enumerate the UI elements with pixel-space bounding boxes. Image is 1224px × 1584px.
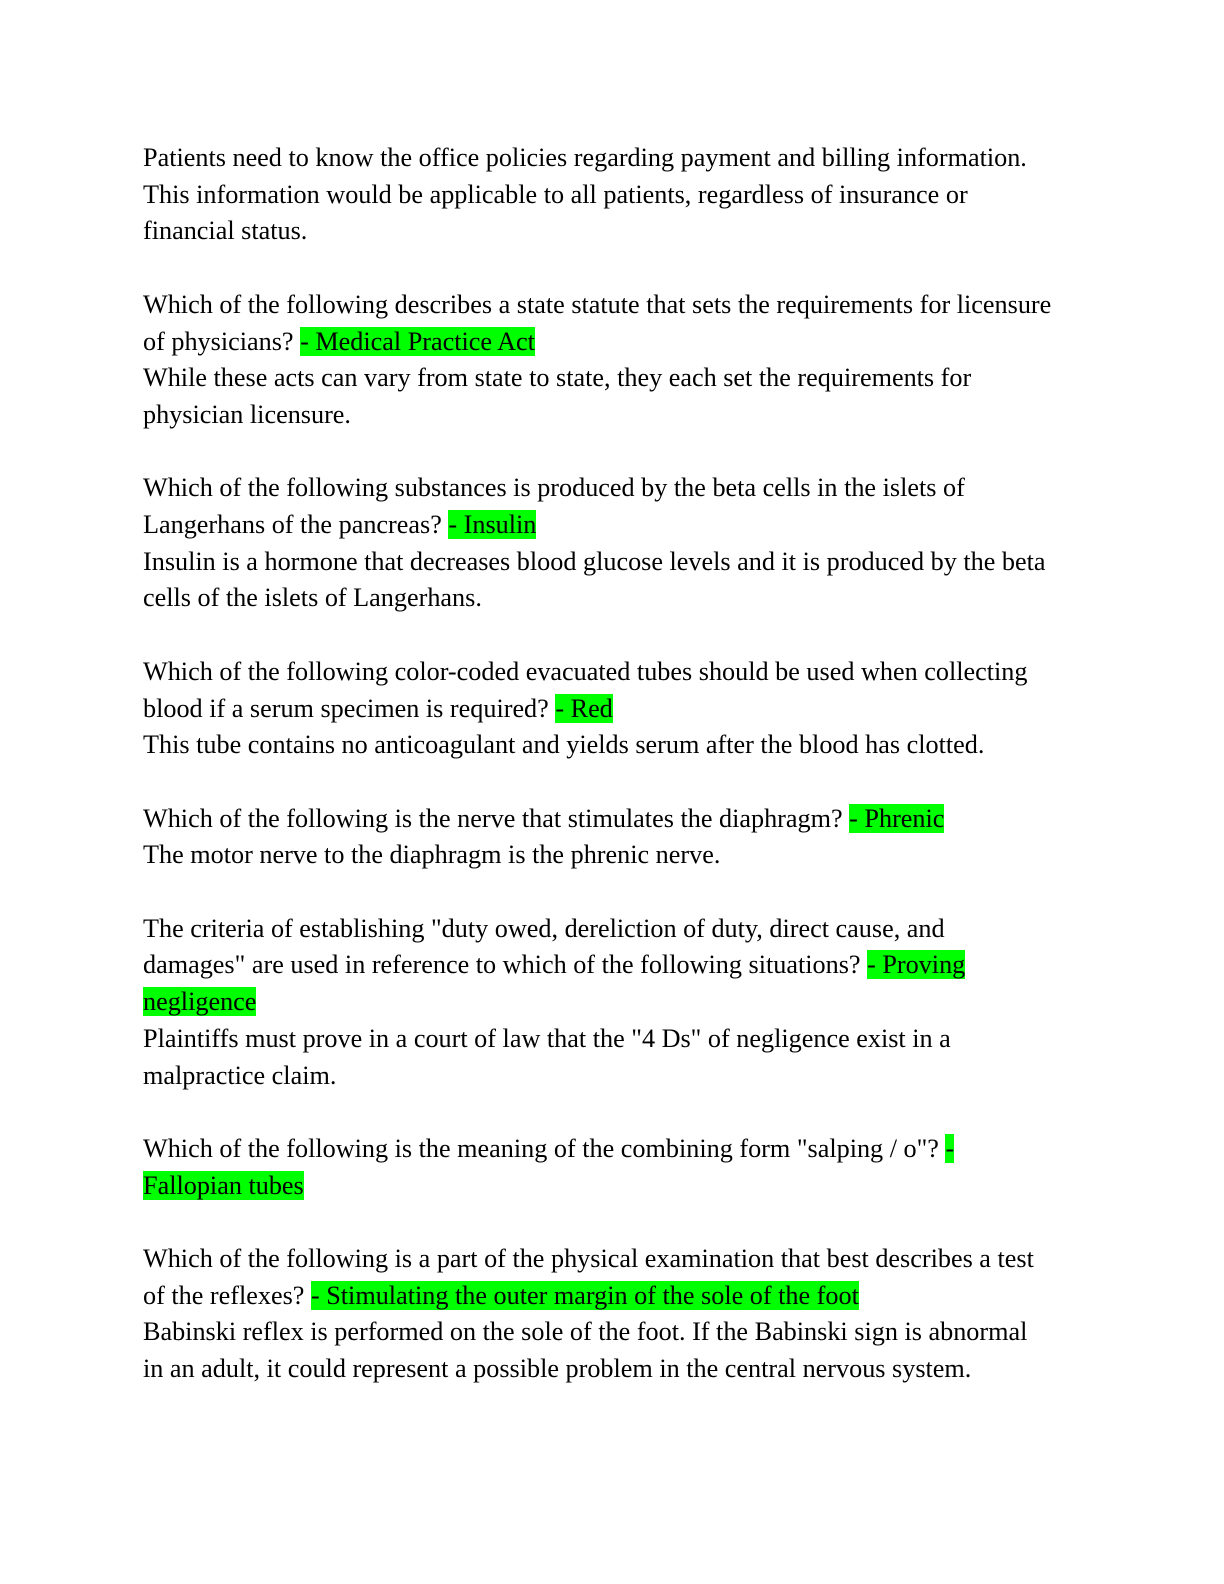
- answer-highlight: - Red: [555, 693, 613, 723]
- explanation-text: The motor nerve to the diaphragm is the phrenic nerve.: [143, 840, 721, 870]
- question: Which of the following substances is produced by the beta cells in the islets of Langerhans of the pancreas?: [143, 473, 965, 539]
- explanation-text: Insulin is a hormone that decreases blood glucose levels and it is produced by the beta cells of the islets of Langerhans.: [143, 546, 1046, 613]
- question: The criteria of establishing "duty owed, dereliction of duty, direct cause, and damages" are used in reference to which of the following situations?: [143, 913, 945, 980]
- question: Which of the following is the nerve that stimulates the diaphragm?: [143, 803, 850, 833]
- qa-item: [143, 287, 1053, 434]
- document-page: [143, 140, 1053, 1424]
- qa-item: [143, 470, 1053, 617]
- answer-highlight: - Stimulating the outer margin of the sole of the foot: [310, 1280, 859, 1310]
- answer-highlight: - Phrenic: [849, 803, 945, 833]
- explanation-text: Plaintiffs must prove in a court of law that the "4 Ds" of negligence exist in a malpractice claim.: [143, 1023, 951, 1090]
- intro-text: Patients need to know the office policies regarding payment and billing information. This information would be applicable to all patients, regardless of insurance or financial status.: [143, 143, 1027, 246]
- question: Which of the following describes a state statute that sets the requirements for licensure of physicians?: [143, 289, 1052, 356]
- explanation-text: While these acts can vary from state to state, they each set the requirements for physician licensure.: [143, 363, 972, 429]
- qa-item: [143, 1131, 1053, 1204]
- question-text: [143, 1131, 1053, 1204]
- question-text: [143, 1241, 1053, 1314]
- qa-item: [143, 1241, 1053, 1388]
- question-text: [143, 287, 1053, 360]
- answer-highlight: - Proving negligence: [143, 950, 966, 1017]
- answer-highlight: - Fallopian tubes: [143, 1133, 955, 1200]
- answer-highlight: - Insulin: [448, 510, 537, 539]
- qa-item: [143, 801, 1053, 874]
- question-text: [143, 801, 1053, 838]
- question-text: [143, 911, 1053, 1021]
- question-text: [143, 470, 1053, 543]
- explanation-text: This tube contains no anticoagulant and yields serum after the blood has clotted.: [143, 730, 985, 760]
- qa-item: [143, 911, 1053, 1095]
- intro-block: [143, 140, 1053, 250]
- question: Which of the following is the meaning of the combining form "salping / o"?: [143, 1133, 946, 1163]
- answer-highlight: - Medical Practice Act: [300, 326, 535, 356]
- question: Which of the following is a part of the physical examination that best describes a test of the reflexes?: [143, 1243, 1034, 1310]
- question: Which of the following color-coded evacuated tubes should be used when collecting blood if a serum specimen is required?: [143, 656, 1028, 723]
- qa-item: [143, 654, 1053, 764]
- explanation-text: Babinski reflex is performed on the sole of the foot. If the Babinski sign is abnormal in an adult, it could represent a possible problem in the central nervous system.: [143, 1317, 1028, 1384]
- question-text: [143, 654, 1053, 727]
